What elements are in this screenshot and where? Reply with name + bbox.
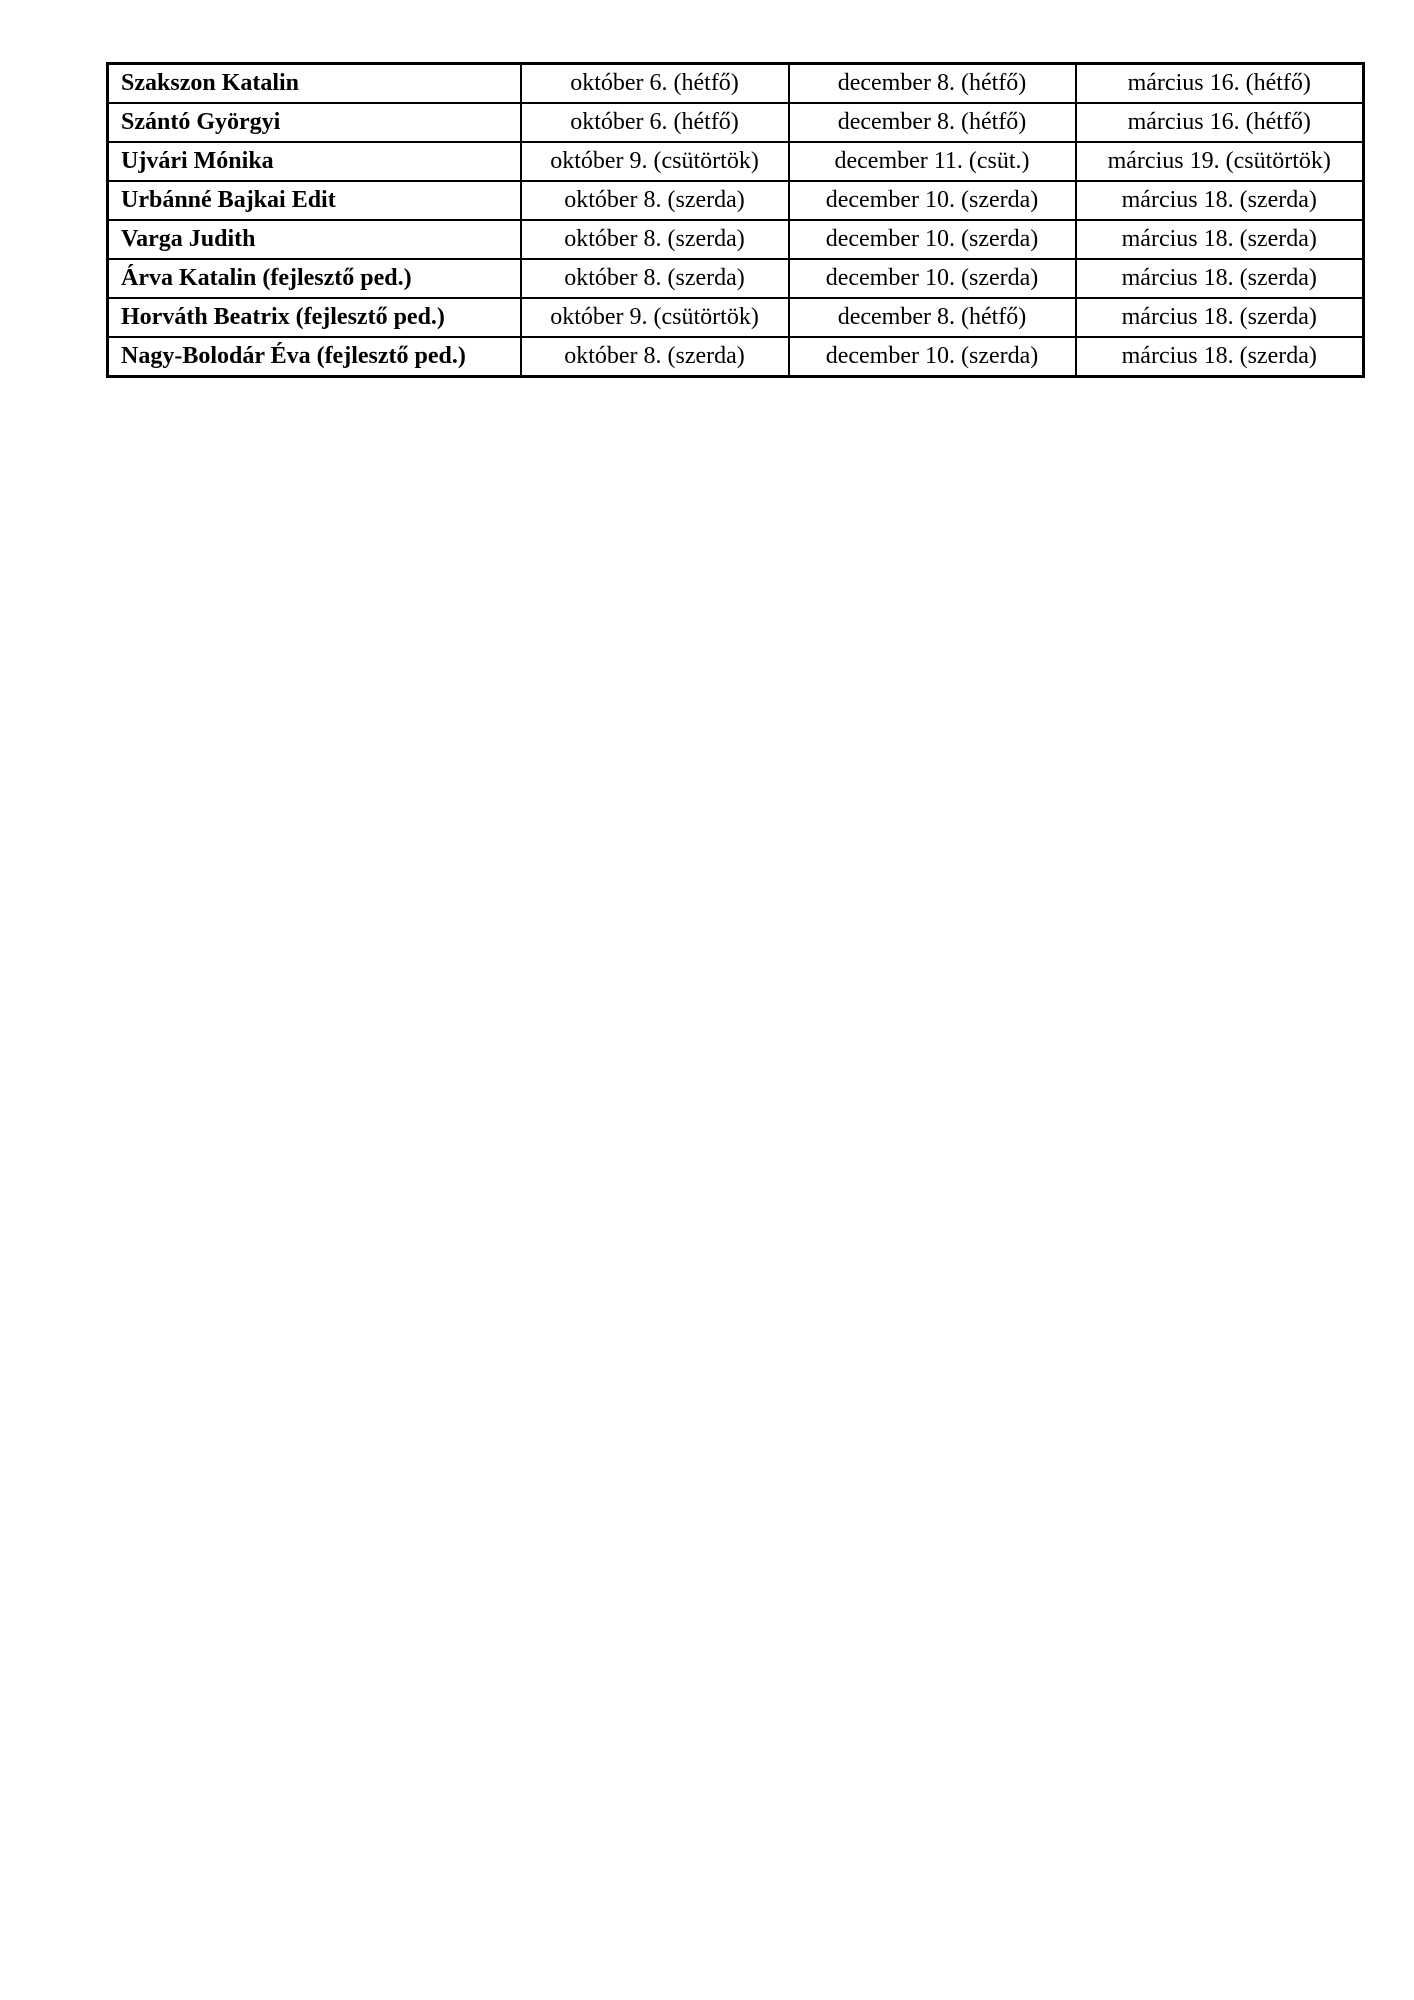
october-date: október 9. (csütörtök) xyxy=(521,298,789,337)
table-row xyxy=(108,64,1364,104)
october-date: október 6. (hétfő) xyxy=(521,64,789,104)
teacher-name: Szakszon Katalin xyxy=(108,64,521,104)
october-date: október 8. (szerda) xyxy=(521,259,789,298)
march-date: március 18. (szerda) xyxy=(1076,337,1364,377)
table-row xyxy=(108,337,1364,377)
december-date: december 8. (hétfő) xyxy=(789,103,1076,142)
december-date: december 11. (csüt.) xyxy=(789,142,1076,181)
table-row xyxy=(108,298,1364,337)
march-date: március 18. (szerda) xyxy=(1076,298,1364,337)
teacher-name: Urbánné Bajkai Edit xyxy=(108,181,521,220)
march-date: március 16. (hétfő) xyxy=(1076,103,1364,142)
october-date: október 6. (hétfő) xyxy=(521,103,789,142)
teacher-name: Horváth Beatrix (fejlesztő ped.) xyxy=(108,298,521,337)
december-date: december 10. (szerda) xyxy=(789,259,1076,298)
table-row xyxy=(108,220,1364,259)
teacher-name: Ujvári Mónika xyxy=(108,142,521,181)
table-row xyxy=(108,103,1364,142)
table-row xyxy=(108,259,1364,298)
march-date: március 18. (szerda) xyxy=(1076,259,1364,298)
march-date: március 18. (szerda) xyxy=(1076,181,1364,220)
december-date: december 10. (szerda) xyxy=(789,181,1076,220)
october-date: október 8. (szerda) xyxy=(521,220,789,259)
october-date: október 8. (szerda) xyxy=(521,181,789,220)
teacher-name: Szántó Györgyi xyxy=(108,103,521,142)
teacher-name: Nagy-Bolodár Éva (fejlesztő ped.) xyxy=(108,337,521,377)
october-date: október 9. (csütörtök) xyxy=(521,142,789,181)
december-date: december 8. (hétfő) xyxy=(789,298,1076,337)
teacher-name: Varga Judith xyxy=(108,220,521,259)
october-date: október 8. (szerda) xyxy=(521,337,789,377)
december-date: december 10. (szerda) xyxy=(789,337,1076,377)
schedule-table xyxy=(106,62,1365,378)
march-date: március 16. (hétfő) xyxy=(1076,64,1364,104)
march-date: március 18. (szerda) xyxy=(1076,220,1364,259)
teacher-name: Árva Katalin (fejlesztő ped.) xyxy=(108,259,521,298)
march-date: március 19. (csütörtök) xyxy=(1076,142,1364,181)
december-date: december 10. (szerda) xyxy=(789,220,1076,259)
table-row xyxy=(108,181,1364,220)
december-date: december 8. (hétfő) xyxy=(789,64,1076,104)
table-row xyxy=(108,142,1364,181)
